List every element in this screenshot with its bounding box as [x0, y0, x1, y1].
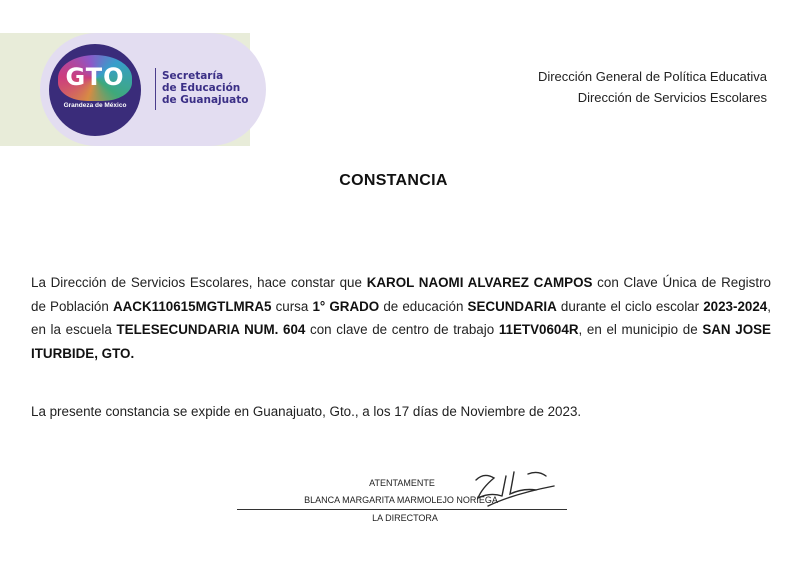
signature-line	[237, 509, 567, 510]
org-name	[162, 70, 262, 106]
curp-value: AACK110615MGTLMRA5	[112, 298, 272, 314]
logo-divider	[155, 68, 156, 110]
department-line-1: Dirección General de Política Educativa	[537, 69, 767, 84]
municipality-value: SAN JOSE ITURBIDE, GTO.	[31, 322, 771, 361]
body-paragraph	[31, 271, 771, 365]
logo-tagline: Grandeza de México	[63, 102, 127, 109]
department-line-2: Dirección de Servicios Escolares	[577, 90, 767, 105]
closing-statement: La presente constancia se expide en Guanajuato, Gto., a los 17 días de Noviembre de 2023.	[31, 404, 582, 419]
cct-value: 11ETV0604R	[498, 322, 579, 338]
org-name-line-1: Secretaría	[162, 70, 224, 82]
document-title: CONSTANCIA	[339, 172, 448, 189]
student-name: KAROL NAOMI ALVAREZ CAMPOS	[366, 275, 593, 290]
body-text-1: La Dirección de Servicios Escolares, hace constar que	[31, 275, 367, 290]
body-text-8: , en el municipio de	[578, 322, 703, 338]
body-text-4: de educación	[379, 298, 468, 314]
cycle-value: 2023-2024	[703, 298, 768, 314]
body-text-2: con Clave Única de Registro de Población	[31, 275, 771, 314]
school-name: TELESECUNDARIA NUM. 604	[116, 322, 306, 338]
org-name-line-2: de Educación	[162, 82, 241, 94]
closing-word: ATENTAMENTE	[369, 478, 435, 488]
org-name-line-3: de Guanajuato	[162, 94, 249, 106]
signer-name: BLANCA MARGARITA MARMOLEJO NORIEGA	[304, 495, 498, 505]
body-text-7: con clave de centro de trabajo	[305, 322, 499, 338]
body-text-6: , en la escuela	[31, 298, 771, 338]
logo-mark: GTO	[65, 63, 125, 91]
department-heading	[538, 66, 767, 108]
signer-role: LA DIRECTORA	[372, 513, 438, 523]
level-value: SECUNDARIA	[467, 298, 557, 314]
body-text-3: cursa	[271, 298, 313, 314]
body-text-5: durante el ciclo escolar	[556, 298, 704, 314]
grade-value: 1° GRADO	[312, 298, 380, 314]
